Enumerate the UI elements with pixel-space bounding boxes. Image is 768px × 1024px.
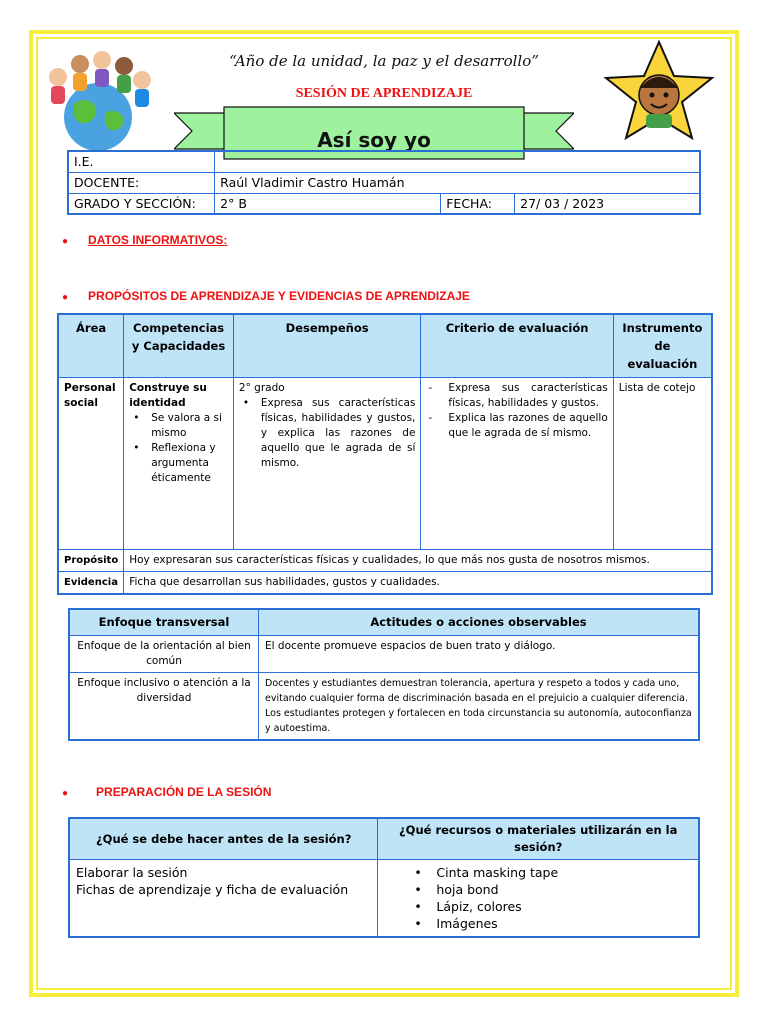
actitud-text-2: Los estudiantes protegen y fortalecen en toda circunstancia su autonomía, autoconfianza y autoestima. bbox=[265, 707, 692, 734]
resource-item: • hoja bond bbox=[384, 881, 692, 898]
competencias-cell bbox=[124, 378, 234, 550]
evidencia-row bbox=[58, 572, 712, 595]
info-row-docente bbox=[68, 172, 700, 193]
enfoque-row bbox=[69, 635, 699, 672]
enfoque-cell: Enfoque de la orientación al bien común bbox=[69, 635, 259, 672]
col-header-resources: ¿Qué recursos o materiales utilizarán en la sesión? bbox=[378, 818, 699, 860]
desempeno-item: • Expresa sus características físicas, habilidades y gustos, y explica las razones de aquello que le agrada de sí mismo. bbox=[239, 396, 416, 471]
docente-value: Raúl Vladimir Castro Huamán bbox=[215, 172, 700, 193]
instrumento-cell: Lista de cotejo bbox=[613, 378, 712, 550]
criterio-item: - Expresa sus características físicas, habilidades y gustos. bbox=[426, 381, 607, 411]
docente-label: DOCENTE: bbox=[68, 172, 215, 193]
before-item: Elaborar la sesión bbox=[76, 865, 188, 880]
bullet-icon: ● bbox=[62, 788, 69, 799]
bullet-icon: ● bbox=[62, 292, 69, 303]
col-header-actitudes: Actitudes o acciones observables bbox=[259, 609, 699, 635]
actitud-cell bbox=[259, 672, 699, 740]
preparation-header-row bbox=[69, 818, 699, 860]
info-table bbox=[67, 150, 701, 215]
enfoque-cell: Enfoque inclusivo o atención a la diversidad bbox=[69, 672, 259, 740]
propositos-heading bbox=[62, 289, 470, 303]
preparation-table bbox=[68, 817, 700, 938]
before-cell bbox=[69, 860, 378, 938]
ie-label: I.E. bbox=[68, 151, 215, 172]
fecha-value: 27/ 03 / 2023 bbox=[515, 193, 700, 214]
enfoque-row bbox=[69, 672, 699, 740]
purposes-header-row bbox=[58, 314, 712, 378]
bullet-icon: ● bbox=[62, 236, 69, 247]
datos-heading-text: DATOS INFORMATIVOS: bbox=[88, 233, 228, 247]
grado-label: GRADO Y SECCIÓN: bbox=[68, 193, 215, 214]
actitud-text: Docentes y estudiantes demuestran tolerancia, apertura y respeto a todos y cada uno, evitando cualquier forma de discriminación basada en el prejuicio a cualquier diferencia. bbox=[265, 677, 689, 704]
before-item: Fichas de aprendizaje y ficha de evaluación bbox=[76, 882, 349, 897]
motto-text: “Año de la unidad, la paz y el desarrollo” bbox=[229, 52, 539, 70]
resource-item: • Lápiz, colores bbox=[384, 898, 692, 915]
info-row-grado bbox=[68, 193, 700, 214]
evidencia-label: Evidencia bbox=[58, 572, 124, 595]
proposito-row bbox=[58, 550, 712, 572]
col-header-instrumento: Instrumento de evaluación bbox=[613, 314, 712, 378]
fecha-label: FECHA: bbox=[441, 193, 515, 214]
desempenos-cell bbox=[233, 378, 421, 550]
enfoques-header-row bbox=[69, 609, 699, 635]
criterio-cell bbox=[421, 378, 613, 550]
actitud-cell: El docente promueve espacios de buen trato y diálogo. bbox=[259, 635, 699, 672]
session-title: SESIÓN DE APRENDIZAJE bbox=[295, 86, 473, 101]
grado-value: 2° B bbox=[215, 193, 441, 214]
col-header-area: Área bbox=[58, 314, 124, 378]
proposito-text: Hoy expresaran sus características físicas y cualidades, lo que más nos gusta de nosotros mismos. bbox=[124, 550, 712, 572]
info-row-ie bbox=[68, 151, 700, 172]
datos-heading bbox=[62, 233, 227, 247]
propositos-heading-text: PROPÓSITOS DE APRENDIZAJE Y EVIDENCIAS DE APRENDIZAJE bbox=[88, 289, 470, 303]
ie-value bbox=[215, 151, 700, 172]
preparacion-heading-text: PREPARACIÓN DE LA SESIÓN bbox=[96, 785, 272, 799]
competencia-title: Construye su identidad bbox=[129, 382, 207, 409]
purposes-content-row bbox=[58, 378, 712, 550]
evidencia-text: Ficha que desarrollan sus habilidades, gustos y cualidades. bbox=[124, 572, 712, 595]
banner-title: Así soy yo bbox=[317, 128, 431, 152]
proposito-label: Propósito bbox=[58, 550, 124, 572]
resource-item: • Cinta masking tape bbox=[384, 864, 692, 881]
col-header-desempenos: Desempeños bbox=[233, 314, 421, 378]
col-header-before: ¿Qué se debe hacer antes de la sesión? bbox=[69, 818, 378, 860]
col-header-criterio: Criterio de evaluación bbox=[421, 314, 613, 378]
capacidad-item: • Se valora a si mismo bbox=[129, 411, 228, 441]
grado-text: 2° grado bbox=[238, 382, 285, 394]
criterio-item: - Explica las razones de aquello que le agrada de sí mismo. bbox=[426, 411, 607, 441]
col-header-enfoque: Enfoque transversal bbox=[69, 609, 259, 635]
capacidad-item: • Reflexiona y argumenta éticamente bbox=[129, 441, 228, 486]
area-cell: Personal social bbox=[58, 378, 124, 550]
purposes-table bbox=[57, 313, 713, 595]
col-header-competencias: Competencias y Capacidades bbox=[124, 314, 234, 378]
resources-cell bbox=[378, 860, 699, 938]
enfoques-table bbox=[68, 608, 700, 741]
preparation-content-row bbox=[69, 860, 699, 938]
resource-item: • Imágenes bbox=[384, 915, 692, 932]
preparacion-heading bbox=[62, 785, 271, 799]
